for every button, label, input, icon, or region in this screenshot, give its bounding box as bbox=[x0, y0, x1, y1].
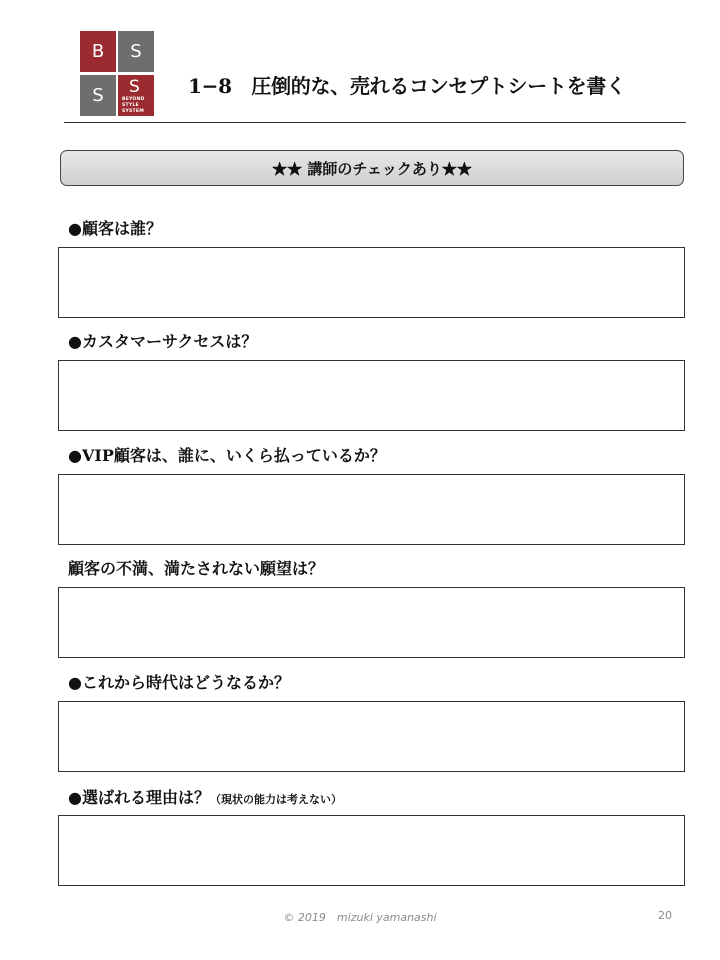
logo-cell-tagline bbox=[118, 75, 154, 116]
question-label-dissatisfaction: 顧客の不満、満たされない願望は？ bbox=[68, 559, 325, 578]
answer-box-dissatisfaction[interactable] bbox=[58, 587, 685, 658]
question-label-customer: ●顧客は誰？ bbox=[68, 219, 162, 238]
instructor-check-banner: ★★ 講師のチェックあり★★ bbox=[60, 150, 684, 186]
copyright-text: 2019 mizuki yamanashi bbox=[294, 911, 437, 924]
answer-box-reason-chosen[interactable] bbox=[58, 815, 685, 886]
logo-letter-s: S bbox=[129, 77, 140, 97]
answer-box-customer[interactable] bbox=[58, 247, 685, 318]
question-label-future: ●これから時代はどうなるか？ bbox=[68, 673, 290, 692]
question-label-vip-customer: ●VIP顧客は、誰に、いくら払っているか？ bbox=[68, 446, 386, 465]
logo-cell-b: B bbox=[80, 31, 116, 72]
logo-cell-s-top: S bbox=[118, 31, 154, 72]
logo-cell-s-bottom: S bbox=[80, 75, 116, 116]
answer-box-customer-success[interactable] bbox=[58, 360, 685, 431]
header-divider bbox=[64, 122, 686, 123]
logo-tagline-1: BEYOND bbox=[122, 97, 145, 102]
question-label-reason-chosen bbox=[68, 785, 342, 808]
answer-box-future[interactable] bbox=[58, 701, 685, 772]
logo-tagline-3: SYSTEM bbox=[122, 109, 144, 115]
copyright-symbol: © bbox=[283, 911, 295, 924]
question-note-reason-chosen: （現状の能力は考えない） bbox=[209, 793, 342, 806]
question-label-customer-success: ●カスタマーサクセスは？ bbox=[68, 332, 258, 351]
bss-logo bbox=[80, 31, 156, 117]
question-text-reason-chosen: ●選ばれる理由は？ bbox=[68, 788, 210, 807]
logo-tagline-2: STYLE bbox=[122, 103, 139, 109]
page-title: 1−8 圧倒的な、売れるコンセプトシートを書く bbox=[188, 74, 626, 98]
answer-box-vip-customer[interactable] bbox=[58, 474, 685, 545]
footer-copyright bbox=[0, 909, 720, 925]
page-number: 20 bbox=[658, 909, 672, 922]
